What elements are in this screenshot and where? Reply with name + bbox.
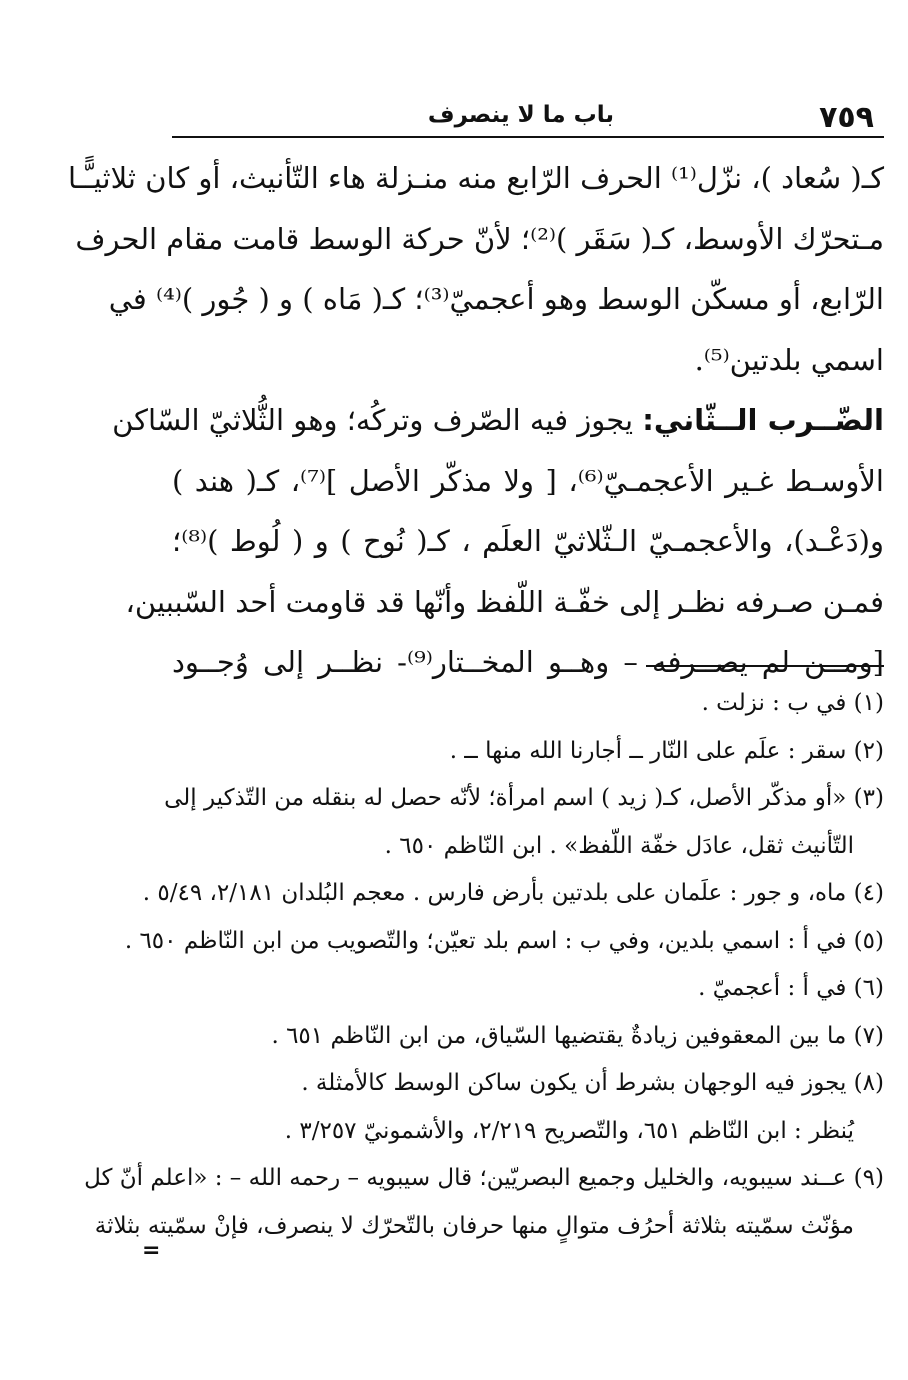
footnotes — [84, 680, 884, 1250]
continuation-mark: = — [142, 1238, 161, 1263]
footnote-8-cont: يُنظر : ابن النّاظم ٦٥١، والتّصريح ٢/٢١٩، والأشمونيّ ٣/٢٥٧ . — [284, 1117, 854, 1144]
footnote-2: (٢) سقر : علَم على النّار ــ أجارنا الله منها ــ . — [449, 737, 884, 764]
text-line-1: كـ( سُعاد )، نزّل⁽¹⁾ الحرف الرّابع منه منـزلة هاء التّأنيث، أو كان ثلاثيـًّـا — [67, 161, 884, 195]
text-line-2: مـتحرّك الأوسط، كـ( سَقَر )⁽²⁾؛ لأنّ حركة الوسط قامت مقام الحرف — [75, 221, 884, 256]
text-line-9: [ومــن لم يصــرفه – وهــو المخــتار⁽⁹⁾- نظــر إلى وُجــود — [172, 645, 884, 679]
footnote-3: (٣) «أو مذكّر الأصل، كـ( زيد ) اسم امرأة؛ لأنّه حصل له بنقله من التّذكير إلى — [164, 785, 884, 811]
footnote-9: (٩) عــند سيبويه، والخليل وجميع البصريّين؛ قال سيبويه – رحمه الله – : «اعلم أنّ كل — [84, 1165, 884, 1191]
footnote-4: (٤) ماه، و جور : علَمان على بلدتين بأرض فارس . معجم البُلدان ٢/١٨١، ٥/٤٩ . — [142, 880, 884, 906]
text-line-7: و(دَعْـد)، والأعجمـيّ الـثّلاثيّ العلَم ، كـ( نُوح ) و ( لُوط )⁽⁸⁾؛ — [172, 524, 884, 558]
main-text — [67, 148, 884, 693]
text-line-8: فمـن صـرفه نظـر إلى خفّـة اللّفظ وأنّها قد قاومت أحد السّببين، — [125, 584, 884, 619]
running-title: باب ما لا ينصرف — [427, 102, 614, 128]
footnote-3-cont: التّأنيث ثقل، عادَل خفّة اللّفظ» . ابن النّاظم ٦٥٠ . — [384, 832, 854, 859]
section-heading: الضّــرب الــثّاني: — [642, 403, 884, 437]
page-header — [172, 96, 884, 138]
footnote-separator — [646, 665, 884, 667]
footnote-7: (٧) ما بين المعقوفين زيادةٌ يقتضيها السّياق، من ابن النّاظم ٦٥١ . — [271, 1022, 884, 1049]
text-line-4: اسمي بلدتين⁽⁵⁾. — [694, 342, 884, 377]
text-line-3: الرّابع، أو مسكّن الوسط وهو أعجميّ⁽³⁾؛ كـ( مَاه ) و ( جُور )⁽⁴⁾ في — [108, 282, 884, 316]
footnote-5: (٥) في أ : اسمي بلدين، وفي ب : اسم بلد تعيّن؛ والتّصويب من ابن النّاظم ٦٥٠ . — [124, 927, 884, 954]
footnote-6: (٦) في أ : أعجميّ . — [698, 975, 884, 1001]
footnote-9-cont: مؤنّث سمّيته بثلاثة أحرُف متوالٍ منها حرفان بالتّحرّك لا ينصرف، فإنْ سمّيته بثلاثة — [94, 1212, 854, 1239]
page-number: ٧٥٩ — [819, 100, 874, 135]
footnote-1: (١) في ب : نزلت . — [701, 690, 884, 716]
text-line-5-rest: يجوز فيه الصّرف وتركُه؛ وهو الثُّلاثيّ السّاكن — [112, 403, 634, 437]
text-line-6: الأوسـط غـير الأعجمـيّ⁽⁶⁾، [ ولا مذكّر الأصل ]⁽⁷⁾، كـ( هند ) — [172, 463, 884, 498]
text-line-5 — [112, 390, 884, 451]
footnote-8: (٨) يجوز فيه الوجهان بشرط أن يكون ساكن الوسط كالأمثلة . — [301, 1070, 884, 1096]
